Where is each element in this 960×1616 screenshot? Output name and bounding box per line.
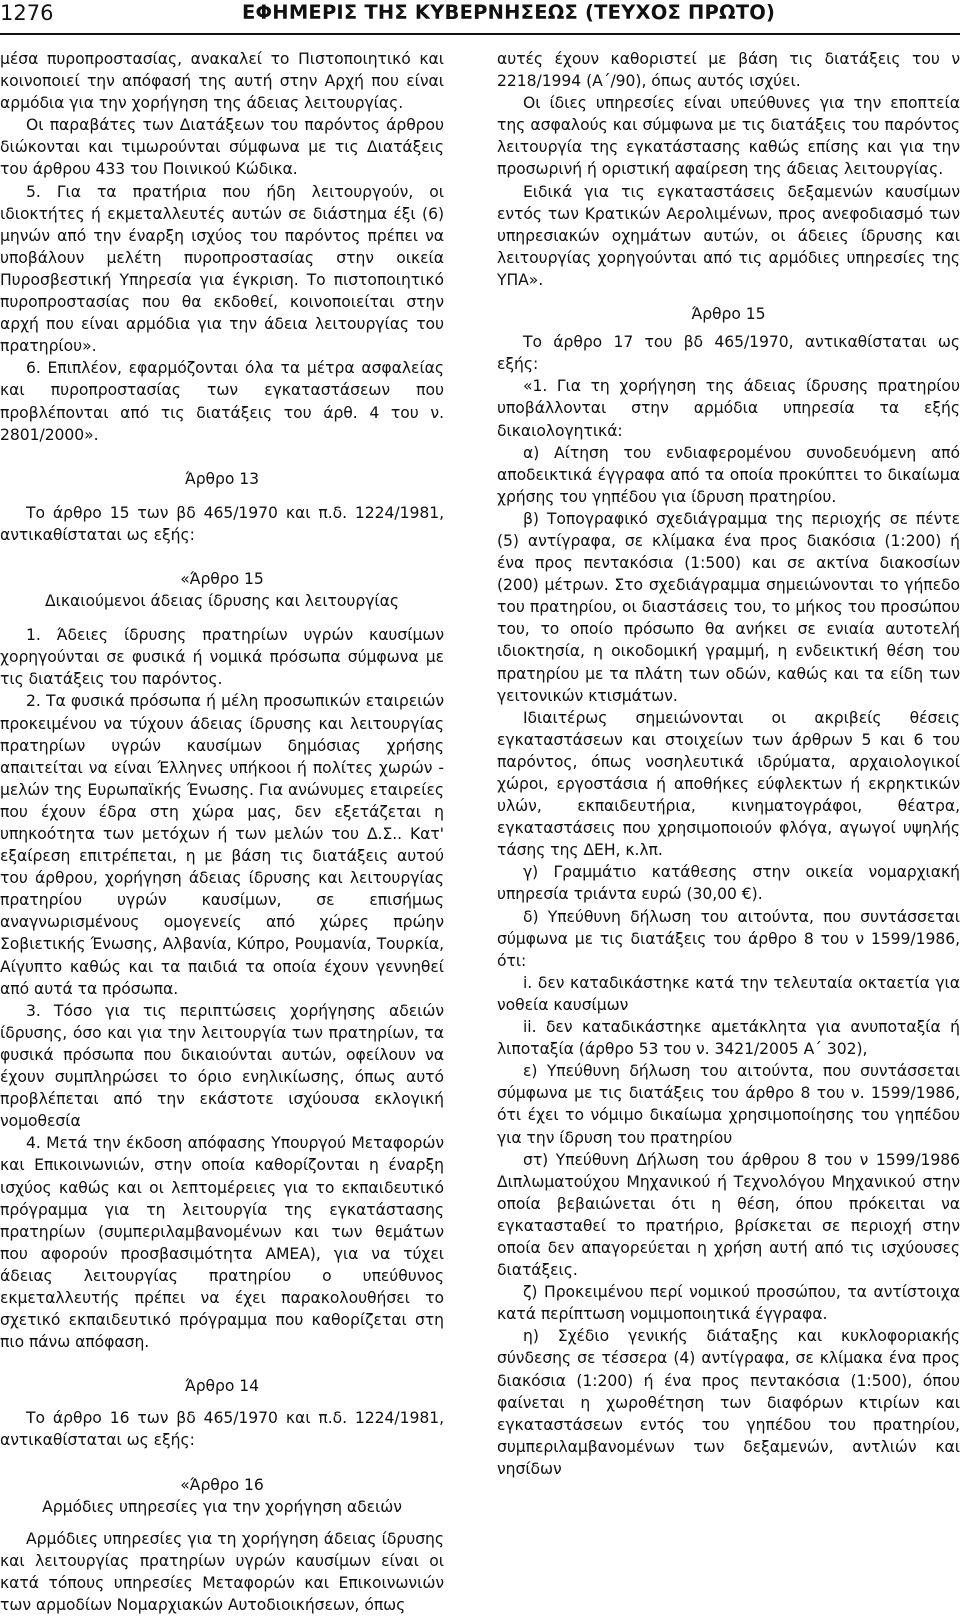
paragraph: ζ) Προκειμένου περί νομικού προσώπου, τα αντίστοιχα κατά περίπτωση νομιμοποιητικά έγγραφα.: [497, 1283, 960, 1324]
paragraph: Το άρθρο 17 του βδ 465/1970, αντικαθίσταται ως εξής:: [497, 333, 960, 374]
article-heading: Άρθρο 13: [184, 469, 260, 488]
paragraph: i. δεν καταδικάστηκε κατά την τελευταία οκταετία για νοθεία καυσίμων: [497, 973, 960, 1014]
paragraph: 4. Μετά την έκδοση απόφασης Υπουργού Μεταφορών και Επικοινωνιών, στην οποία καθορίζονται η έναρξη ισχύος καθώς και οι λεπτομέρειες για το εκπαιδευτικό πρόγραμμα για τη λειτουργία της εγκατάστασης πρατηρίων (συμπεριλαμβανομένων και των θεμάτων που αφορούν προσβασιμότητα ΑΜΕΑ), για να τύχει άδειας λειτουργίας πρατηρίου ο υπεύθυνος εκμεταλλευτής πρέπει να έχει παρακολουθήσει το σχετικό εκπαιδευτικό πρόγραμμα που καθορίζεται στη πιο πάνω απόφαση.: [0, 1134, 444, 1352]
paragraph: β) Τοπογραφικό σχεδιάγραμμα της περιοχής σε πέντε (5) αντίγραφα, σε κλίμακα ένα προς διακόσια (1:200) ή ένα προς πεντακόσια (1:500) και σε ακτίνα διακοσίων (200) μέτρων. Στο σχεδιάγραμμα σημειώνονται το γήπεδο του πρατηρίου, οι διαστάσεις του, το μήκος του προσώπου του, το οποίο πρόσωπο θα ανήκει σε ενιαία αυτοτελή ιδιοκτησία, η οικοδομική γραμμή, η ενδεικτική θέση του πρατηρίου με τα πλάτη των οδών, καθώς και τα είδη των γειτονικών κτισμάτων.: [497, 509, 960, 705]
paragraph: δ) Υπεύθυνη δήλωση του αιτούντα, που συντάσσεται σύμφωνα με τις διατάξεις του άρθρο 8 του ν 1599/1986, ότι:: [497, 907, 960, 970]
running-title: ΕΦΗΜΕΡΙΣ ΤΗΣ ΚΥΒΕΡΝΗΣΕΩΣ (ΤΕΥΧΟΣ ΠΡΩΤΟ): [242, 1, 776, 24]
paragraph: 5. Για τα πρατήρια που ήδη λειτουργούν, οι ιδιοκτήτες ή εκμεταλλευτές αυτών σε διάστημα έξι (6) μηνών από την έναρξη ισχύος του παρόντος πρέπει να υποβάλουν μελέτη πυροπροστασίας στην οικεία Πυροσβεστική Υπηρεσία για έγκριση. Το πιστοποιητικό πυροπροστασίας που θα εκδοθεί, κοινοποιείται στην αρχή που είναι αρμόδια για την άδεια λειτουργίας του πρατηρίου».: [0, 182, 444, 356]
paragraph: Αρμόδιες υπηρεσίες για τη χορήγηση άδειας ίδρυσης και λειτουργίας πρατηρίων υγρών καυσίμων είναι οι κατά τόπους υπηρεσίες Μεταφορών και Επικοινωνιών των αρμοδίων Νομαρχιακών Αυτοδιοικήσεων, όπως: [0, 1529, 444, 1614]
paragraph: 1. Άδειες ίδρυσης πρατηρίων υγρών καυσίμων χορηγούνται σε φυσικά ή νομικά πρόσωπα σύμφωνα με τις διατάξεις του παρόντος.: [0, 626, 444, 689]
header-rule: [0, 33, 960, 35]
paragraph: μέσα πυροπροστασίας, ανακαλεί το Πιστοποιητικό και κοινοποιεί την απόφασή της αυτή στην Αρχή που είναι αρμόδια για την χορήγηση της άδειας λειτουργίας.: [0, 50, 444, 113]
paragraph: ε) Υπεύθυνη δήλωση του αιτούντα, που συντάσσεται σύμφωνα με τις διατάξεις του άρθρο 8 του ν. 1599/1986, ότι έχει το νόμιμο δικαίωμα χρησιμοποίησης του γηπέδου για την ίδρυση του πρατηρίου: [497, 1062, 960, 1147]
paragraph: αυτές έχουν καθοριστεί με βάση τις διατάξεις του ν 2218/1994 (Α΄/90), όπως αυτός ισχύει.: [497, 50, 960, 91]
paragraph: η) Σχέδιο γενικής διάταξης και κυκλοφοριακής σύνδεσης σε τέσσερα (4) αντίγραφα, σε κλίμακα ένα προς διακόσια (1:200) ή ένα προς πεντακόσια (1:500), όπου φαίνεται η χωροθέτηση των διαφόρων κτιρίων και εγκαταστάσεων εντός του γηπέδου του πρατηρίου, συμπεριλαμβανομένων των δεξαμενών, αντλιών και νησίδων: [497, 1327, 960, 1478]
paragraph: Ειδικά για τις εγκαταστάσεις δεξαμενών καυσίμων εντός των Κρατικών Αερολιμένων, προς ανεφοδιασμό των υπηρεσιακών οχημάτων αυτών, οι άδειες ίδρυσης και λειτουργίας χορηγούνται από τις αρμόδιες υπηρεσίες της ΥΠΑ».: [497, 182, 960, 289]
paragraph: «1. Για τη χορήγηση της άδειας ίδρυσης πρατηρίου υποβάλλονται στην αρμόδια υπηρεσία τα εξής δικαιολογητικά:: [497, 377, 960, 440]
paragraph: Οι παραβάτες των Διατάξεων του παρόντος άρθρου διώκονται και τιμωρούνται σύμφωνα με τις Διατάξεις του άρθρου 433 του Ποινικού Κώδικα.: [0, 116, 444, 179]
paragraph: γ) Γραμμάτιο κατάθεσης στην οικεία νομαρχιακή υπηρεσία τριάντα ευρώ (30,00 €).: [497, 863, 960, 904]
paragraph: α) Αίτηση του ενδιαφερομένου συνοδευόμενη από αποδεικτικά έγγραφα από τα οποία προκύπτει το δικαίωμα χρήσης του γηπέδου για ίδρυση πρατηρίου.: [497, 443, 960, 506]
article-heading: Άρθρο 15: [691, 305, 766, 324]
paragraph: Οι ίδιες υπηρεσίες είναι υπεύθυνες για την εποπτεία της ασφαλούς και σύμφωνα με τις διατάξεις του παρόντος λειτουργία της εγκατάστασης καθώς επίσης και για την προσωρινή ή οριστική αφαίρεση της άδειας λειτουργίας.: [497, 94, 960, 179]
left-column: [0, 48, 444, 1616]
article-subheading: Αρμόδιες υπηρεσίες για την χορήγηση αδειών: [42, 1497, 402, 1516]
paragraph: στ) Υπεύθυνη Δήλωση του άρθρου 8 του ν 1599/1986 Διπλωματούχου Μηχανικού ή Τεχνολόγου Μηχανικού στην οποία βεβαιώνεται ότι η θέση, όπου πρόκειται να εγκατασταθεί το πρατήριο, βρίσκεται σε περιοχή στην οποία δεν απαγορεύεται η χρήση αυτή από τις ισχύουσες διατάξεις.: [497, 1150, 960, 1280]
paragraph: Το άρθρο 15 των βδ 465/1970 και π.δ. 1224/1981, αντικαθίσταται ως εξής:: [0, 503, 444, 544]
article-heading: «Άρθρο 15: [180, 569, 264, 588]
paragraph: 6. Επιπλέον, εφαρμόζονται όλα τα μέτρα ασφαλείας και πυροπροστασίας των εγκαταστάσεων που προβλέπονται από τις διατάξεις του άρθ. 4 του ν. 2801/2000».: [0, 359, 444, 444]
paragraph: 3. Τόσο για τις περιπτώσεις χορήγησης αδειών ίδρυσης, όσο και για την λειτουργία των πρατηρίων, τα φυσικά πρόσωπα που δικαιούνται αυτών, οφείλουν να έχουν συμπληρώσει το όριο ενηλικίωσης, όπως αυτό προβλέπεται από την εκάστοτε ισχύουσα εκλογική νομοθεσία: [0, 1001, 444, 1131]
page-header: [0, 0, 960, 26]
paragraph: ii. δεν καταδικάστηκε αμετάκλητα για ανυποταξία ή λιποταξία (άρθρο 53 του ν. 3421/2005 Α΄ 302),: [497, 1018, 960, 1059]
article-subheading: Δικαιούμενοι άδειας ίδρυσης και λειτουργίας: [45, 592, 399, 611]
page-number: 1276: [0, 1, 54, 25]
paragraph: Το άρθρο 16 των βδ 465/1970 και π.δ. 1224/1981, αντικαθίσταται ως εξής:: [0, 1409, 444, 1450]
paragraph: 2. Τα φυσικά πρόσωπα ή μέλη προσωπικών εταιρειών προκειμένου να τύχουν άδειας ίδρυσης και λειτουργίας πρατηρίων υγρών καυσίμων δημόσιας χρήσης απαιτείται να είναι Έλληνες υπήκοοι ή πολίτες χωρών - μελών της Ευρωπαϊκής Ένωσης. Για ανώνυμες εταιρείες που έχουν έδρα στη χώρα μας, δεν εξετάζεται η υπηκοότητα των μετόχων ή των μελών του Δ.Σ.. Κατ' εξαίρεση επιτρέπεται, η με βάση τις διατάξεις αυτού του άρθρου, χορήγηση άδειας ίδρυσης και λειτουργίας πρατηρίου υγρών καυσίμων, σε επισήμως αναγνωρισμένους ομογενείς από χώρες πρώην Σοβιετικής Ένωσης, Αλβανία, Κύπρο, Ρουμανία, Τουρκία, Αίγυπτο καθώς και τα παιδιά τα οποία έχουν γεννηθεί από αυτά τα πρόσωπα.: [0, 692, 444, 998]
article-heading: «Άρθρο 16: [180, 1475, 264, 1494]
article-heading: Άρθρο 14: [184, 1377, 260, 1396]
right-column: [497, 48, 960, 1480]
paragraph: Ιδιαιτέρως σημειώνονται οι ακριβείς θέσεις εγκαταστάσεων και στοιχείων των άρθρων 5 και 6 του παρόντος, όπως νοσηλευτικά ιδρύματα, αρχαιολογικοί χώροι, εργοστάσια ή αποθήκες εύφλεκτων ή εκρηκτικών υλών, εκπαιδευτήρια, κινηματογράφοι, θέατρα, εγκαταστάσεις που χρησιμοποιούν φλόγα, αγωγοί υψηλής τάσης της ΔΕΗ, κ.λπ.: [497, 708, 960, 860]
